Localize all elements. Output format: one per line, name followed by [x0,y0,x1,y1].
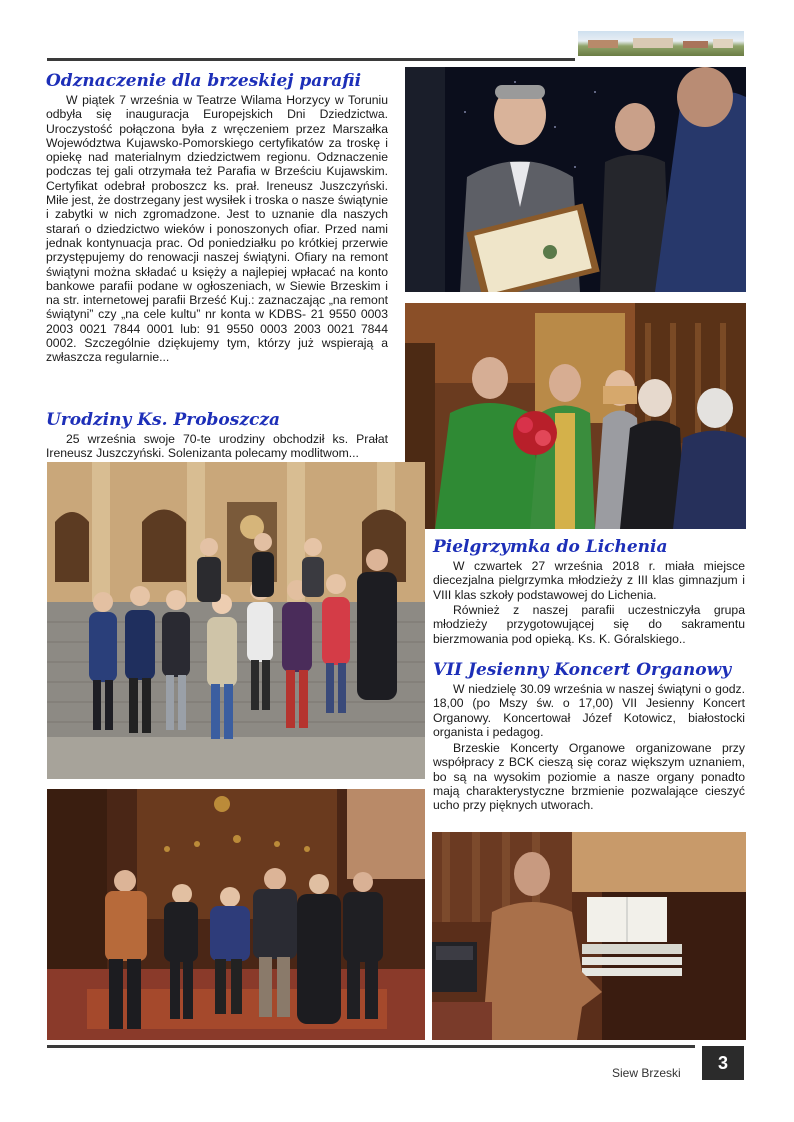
publication-name: Siew Brzeski [612,1066,681,1080]
photo-organist [432,832,746,1040]
article-title-organ-concert: VII Jesienny Koncert Organowy [433,660,732,680]
article-body-pilgrimage: W czwartek 27 września 2018 r. miała miejsce diecezjalna pielgrzymka młodzieży z III klas gimnazjum i VIII klas szkoły podstawowej do Lichenia. [433,559,745,602]
photo-award-ceremony [405,67,746,292]
header-rule [47,58,575,61]
article-body-birthday: 25 września swoje 70-te urodziny obchodził ks. Prałat Ireneusz Juszczyński. Solenizanta polecamy modlitwom... [46,432,388,461]
article-title-award: Odznaczenie dla brzeskiej parafii [46,71,362,91]
article-body-award: W piątek 7 września w Teatrze Wilama Horzycy w Toruniu odbyła się inauguracja Europejskich Dni Dziedzictwa. Uroczystość połączona była z wręczeniem przez Marszałka Województwa Kujawsko-Pomorskiego certyfikatów za troskę i opiekę nad materialnym dziedzictwem regionu. Odznaczenie podczas tej gali otrzymała też Parafia w Brześciu Kujawskim. Certyfikat odebrał proboszcz ks. prał. Ireneusz Juszczyński. Miłe jest, że dostrzegany jest wysiłek i troska o nasze świątynie i zabytki w nich zgromadzone. Jest to uznanie dla naszych starań o dziedzictwo wieków i ponoszonych ofiar. Przed nami jednak kontynuacja prac. Od poniedziałku po krótkiej przerwie przystępujemy do renowacji naszej świątyni. Ofiary na remont świątyni można składać u księży a najlepiej wpłacać na konto bankowe parafii podane w ogłoszeniach, w Siewie Brzeskim i na str. internetowej parafii Brześć Kuj.: zaznaczając „na remont świątyni” czy „na cele kultu” nr konta w KDBS- 21 9550 0003 2003 0021 7844 0001 lub: 91 9550 0003 2003 0021 7844 0002. Szczególnie dziękujemy tym, którzy już wspierają a zwłaszcza regularnie... [46,93,388,365]
footer-rule [47,1045,695,1048]
article-title-pilgrimage: Pielgrzymka do Lichenia [433,537,668,557]
article-body-pilgrimage-2: Również z naszej parafii uczestniczyła grupa młodzieży przygotowującej się do sakramentu bierzmowania pod opieką. Ks. K. Góralskiego.. [433,603,745,646]
photo-pilgrimage-group [47,462,425,779]
article-title-birthday: Urodziny Ks. Proboszcza [46,410,281,430]
page-number: 3 [702,1046,744,1080]
article-body-organ-concert-2: Brzeskie Koncerty Organowe organizowane przy współpracy z BCK cieszą się coraz większym uznaniem, bo są na wysokim poziomie a nasze organy ponadto mają charakterystyczne brzmienie pozwalające cieszyć ucho przy pięknych utworach. [433,741,745,813]
article-body-organ-concert: W niedzielę 30.09 września w naszej świątyni o godz. 18,00 (po Mszy św. o 17,00) VII Jesienny Koncert Organowy. Koncertował Józef Kotowicz, białostocki organista i pedagog. [433,682,745,739]
photo-birthday-wishes [405,303,746,529]
header-village-photo [578,31,744,56]
photo-church-group [47,789,425,1040]
